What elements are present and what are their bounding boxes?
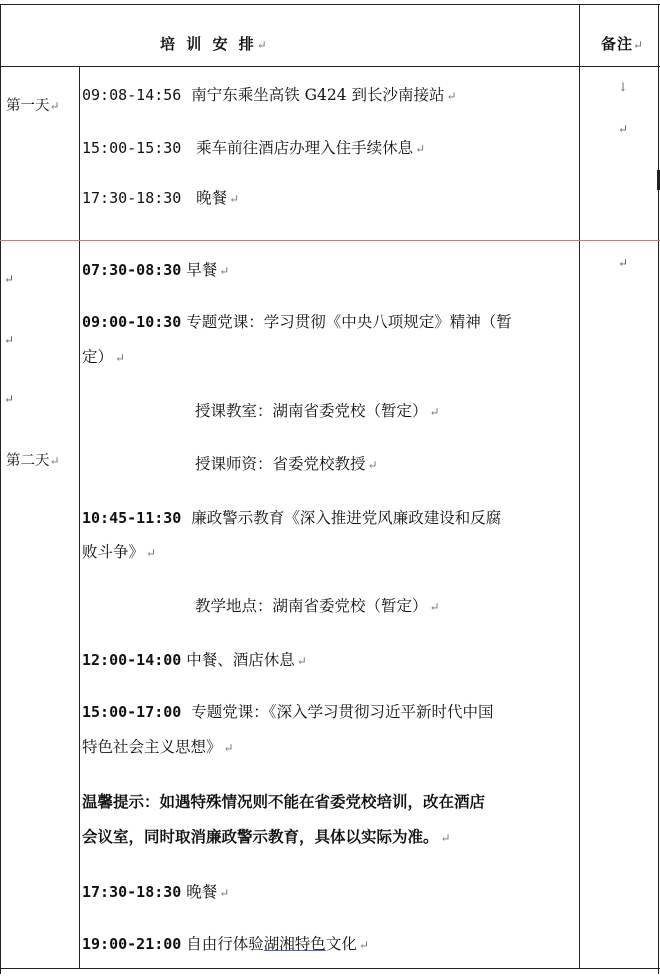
para-mark: ↵ [4,272,15,286]
para-mark: ↵ [4,392,15,406]
item-text: 廉政警示教育《深入推进党风廉政建设和反腐 [191,509,502,527]
down-arrow-mark: ↓ [618,80,629,94]
item-text: 早餐 [186,261,218,279]
day1-label-text: 第一天 [6,98,50,114]
item-time: 17:30-18:30 [82,189,182,207]
para-mark: ↵ [367,458,378,472]
para-mark: ↵ [633,38,645,52]
remarks-header [601,34,644,55]
table-border-left [0,4,1,974]
item-time: 15:00-15:30 [82,139,182,157]
schedule-header-text: 培 训 安 排 [160,35,257,53]
day2-lunch [82,649,307,672]
day2-label-text: 第二天 [6,453,50,469]
remarks-col-divider [579,4,580,969]
para-mark: ↵ [618,256,629,270]
day2-integrity-cont [82,541,156,564]
para-mark: ↵ [358,938,369,952]
item-text: 南宁东乘坐高铁 G424 到长沙南接站 [191,86,445,104]
item-time: 15:00-17:00 [82,703,182,721]
day2-thought-class [82,701,493,723]
item-text: 特色社会主义思想》 [82,738,222,756]
day2-tip [82,791,485,813]
day-divider [0,240,660,241]
item-text: 败斗争》 [82,543,145,561]
para-mark: ↵ [618,122,629,136]
item-text: 教学地点：湖南省委党校（暂定） [195,597,428,615]
item-time: 10:45-11:30 [82,509,182,527]
day2-integrity [82,507,501,529]
day1-item-3 [82,187,239,210]
item-text: 授课教室：湖南省委党校（暂定） [195,402,428,420]
para-mark: ↵ [49,454,60,468]
para-mark: ↵ [429,405,440,419]
item-text: 文化 [325,935,357,953]
schedule-header [160,34,270,55]
day2-classroom [195,400,440,423]
header-divider [0,66,660,67]
item-text: 定） [82,348,114,366]
para-mark: ↵ [415,142,426,156]
label-col-divider [79,66,80,969]
para-mark: ↵ [219,886,230,900]
day2-label [6,451,60,471]
para-mark: ↵ [219,264,230,278]
item-time: 09:08-14:56 [82,86,182,104]
day1-item-1 [82,84,457,107]
item-time: 19:00-21:00 [82,935,182,953]
item-text: 自由行体验 [186,935,264,953]
day1-item-2 [82,137,425,160]
para-mark: ↵ [296,654,307,668]
day2-free-time [82,933,369,956]
para-mark: ↵ [146,546,157,560]
day2-tip-cont [82,826,451,849]
para-mark: ↵ [115,351,126,365]
item-text: 晚餐 [186,883,218,901]
day2-party-class [82,311,512,333]
day2-teacher [195,453,378,476]
item-text: 专题党课：《深入学习贯彻习近平新时代中国 [191,703,494,721]
table-border-right [658,4,659,974]
para-mark: ↵ [440,831,451,845]
item-time: 12:00-14:00 [82,651,182,669]
remarks-header-text: 备注 [601,35,634,53]
item-time: 17:30-18:30 [82,883,182,901]
item-text: 专题党课：学习贯彻《中央八项规定》精神（暂 [186,313,512,331]
day2-breakfast [82,259,229,282]
tip-text: 会议室，同时取消廉政警示教育，具体以实际为准。 [82,827,439,846]
day2-party-class-cont [82,346,125,369]
para-mark: ↵ [256,38,270,52]
para-mark: ↵ [446,89,457,103]
para-mark: ↵ [429,600,440,614]
para-mark: ↵ [4,333,15,347]
table-border-top [0,4,660,5]
para-mark: ↵ [229,192,240,206]
para-mark: ↵ [49,99,60,113]
day2-location [195,595,440,618]
para-mark: ↵ [223,741,234,755]
item-time: 09:00-10:30 [82,313,182,331]
day2-dinner [82,881,229,904]
table-border-bottom [0,968,660,969]
item-text: 乘车前往酒店办理入住手续休息 [196,139,414,157]
item-text: 中餐、酒店休息 [186,651,295,669]
underlined-text: 湖湘特色 [263,935,326,953]
day1-label [6,96,60,116]
day2-thought-class-cont [82,736,234,759]
item-time: 07:30-08:30 [82,261,182,279]
tip-text: 温馨提示：如遇特殊情况则不能在省委党校培训，改在酒店 [82,792,486,811]
item-text: 授课师资：省委党校教授 [195,455,366,473]
item-text: 晚餐 [196,189,228,207]
